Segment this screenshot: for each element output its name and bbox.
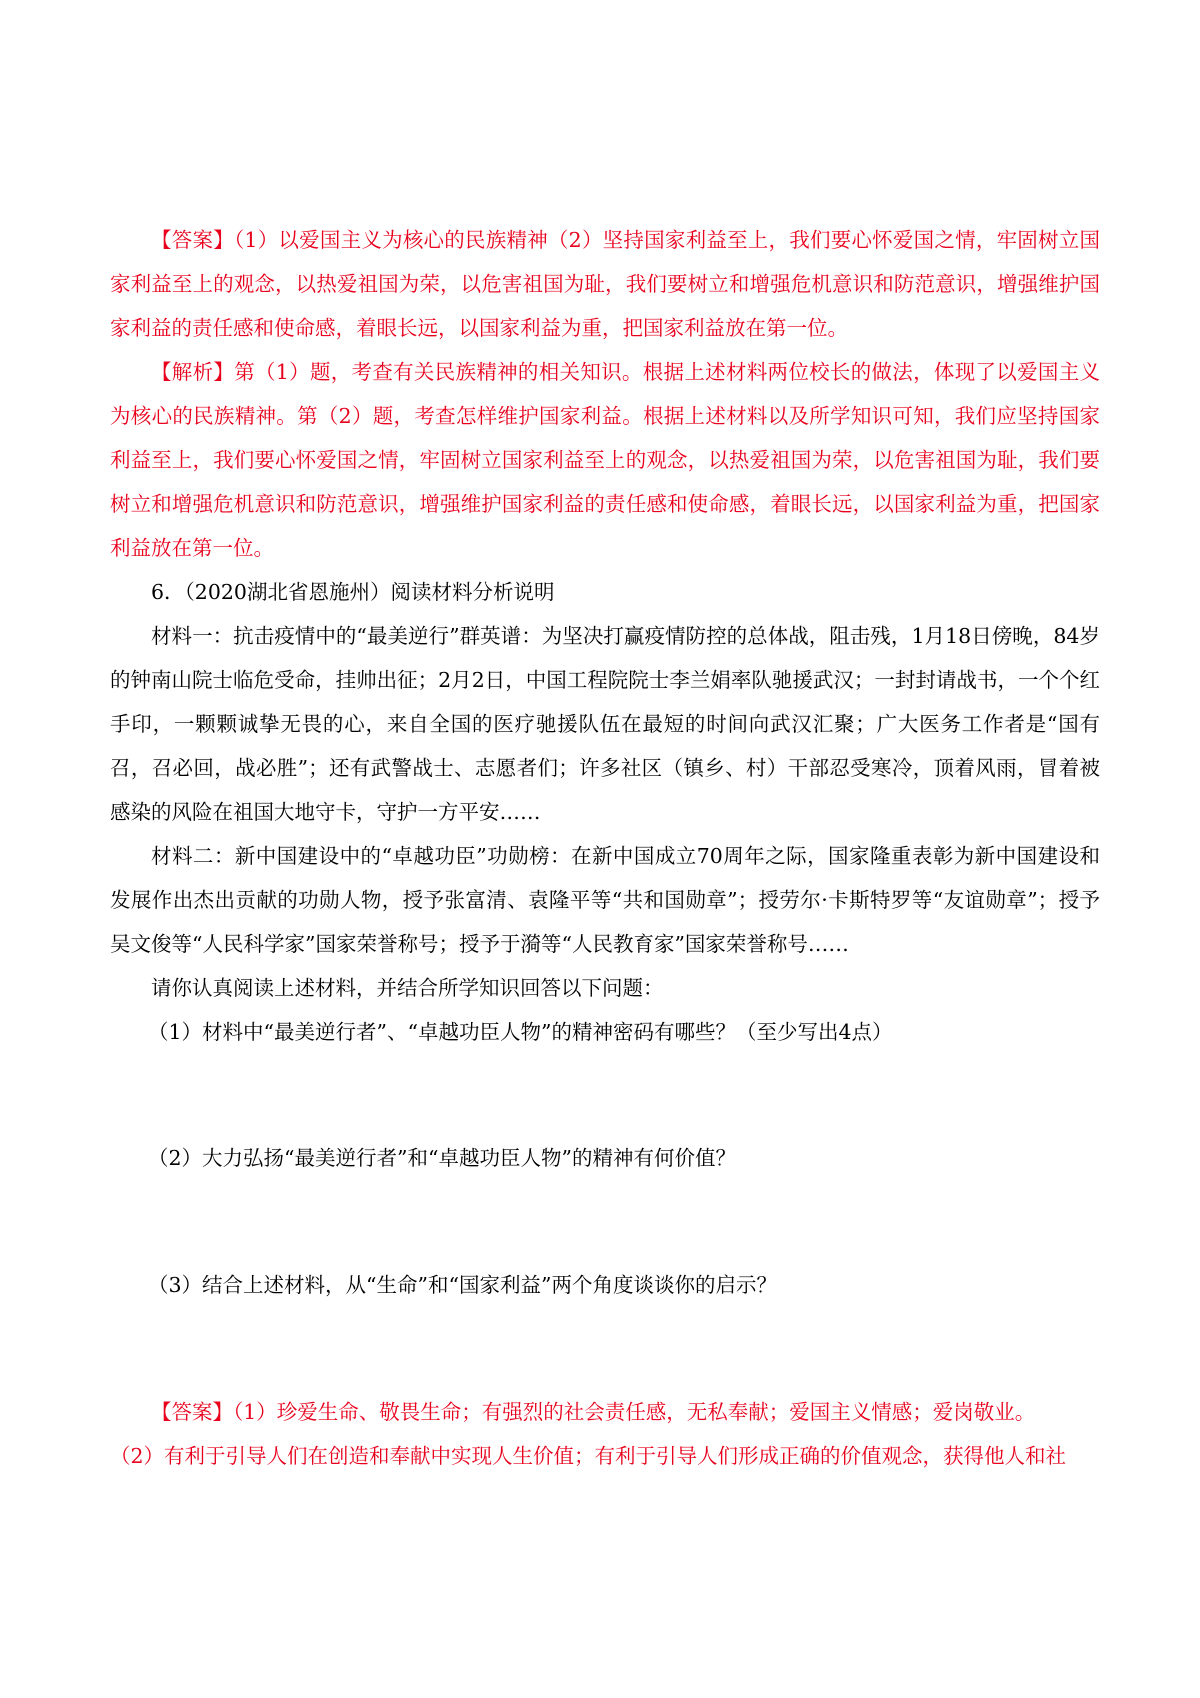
sub-question-1: （1）材料中“最美逆行者”、“卓越功臣人物”的精神密码有哪些？（至少写出4点） — [148, 1020, 893, 1044]
material-two: 材料二：新中国建设中的“卓越功臣”功勋榜：在新中国成立70周年之际，国家隆重表彰为新中国建设和发展作出杰出贡献的功勋人物，授予张富清、袁隆平等“共和国勋章”；授劳尔·卡斯特罗等“友谊勋章”；授予吴文俊等“人民科学家”国家荣誉称号；授予于漪等“人民教育家”国家荣誉称号…… — [110, 844, 1100, 956]
answer-tag: 【答案】 — [151, 228, 234, 252]
sub-question-3: （3）结合上述材料，从“生命”和“国家利益”两个角度谈谈你的启示？ — [148, 1273, 777, 1297]
answer-q6-part1: （1）珍爱生命、敬畏生命；有强烈的社会责任感，无私奉献；爱国主义情感；爱岗敬业。 — [233, 1400, 1036, 1424]
analysis-tag: 【解析】 — [151, 360, 235, 384]
question-heading: 6．（2020湖北省恩施州）阅读材料分析说明 — [151, 580, 555, 604]
answer-line-1 — [151, 1390, 1100, 1434]
answer-tag-q6: 【答案】 — [151, 1400, 233, 1424]
sub-question-2: （2）大力弘扬“最美逆行者”和“卓越功臣人物”的精神有何价值？ — [148, 1146, 736, 1170]
answer-line-2: （2）有利于引导人们在创造和奉献中实现人生价值；有利于引导人们形成正确的价值观念，获得他人和社 — [110, 1444, 1067, 1468]
answer-paragraph-prev — [110, 218, 1100, 350]
answer-text: （1）以爱国主义为核心的民族精神（2）坚持国家利益至上，我们要心怀爱国之情，牢固树立国家利益至上的观念，以热爱祖国为荣，以危害祖国为耻，我们要树立和增强危机意识和防范意识，增强维护国家利益的责任感和使命感，着眼长远，以国家利益为重，把国家利益放在第一位。 — [110, 228, 1101, 340]
analysis-paragraph — [110, 350, 1100, 570]
material-one: 材料一：抗击疫情中的“最美逆行”群英谱：为坚决打赢疫情防控的总体战，阻击残，1月18日傍晚，84岁的钟南山院士临危受命，挂帅出征；2月2日，中国工程院院士李兰娟率队驰援武汉；一封封请战书，一个个红手印，一颗颗诚挚无畏的心，来自全国的医疗驰援队伍在最短的时间向武汉汇聚；广大医务工作者是“国有召，召必回，战必胜”；还有武警战士、志愿者们；许多社区（镇乡、村）干部忍受寒冷，顶着风雨，冒着被感染的风险在祖国大地守卡，守护一方平安…… — [110, 624, 1100, 824]
question-instruction: 请你认真阅读上述材料，并结合所学知识回答以下问题： — [151, 976, 664, 1000]
analysis-text: 第（1）题，考查有关民族精神的相关知识。根据上述材料两位校长的做法，体现了以爱国主义为核心的民族精神。第（2）题，考查怎样维护国家利益。根据上述材料以及所学知识可知，我们应坚持国家利益至上，我们要心怀爱国之情，牢固树立国家利益至上的观念，以热爱祖国为荣，以危害祖国为耻，我们要树立和增强危机意识和防范意识，增强维护国家利益的责任感和使命感，着眼长远，以国家利益为重，把国家利益放在第一位。 — [110, 360, 1101, 560]
